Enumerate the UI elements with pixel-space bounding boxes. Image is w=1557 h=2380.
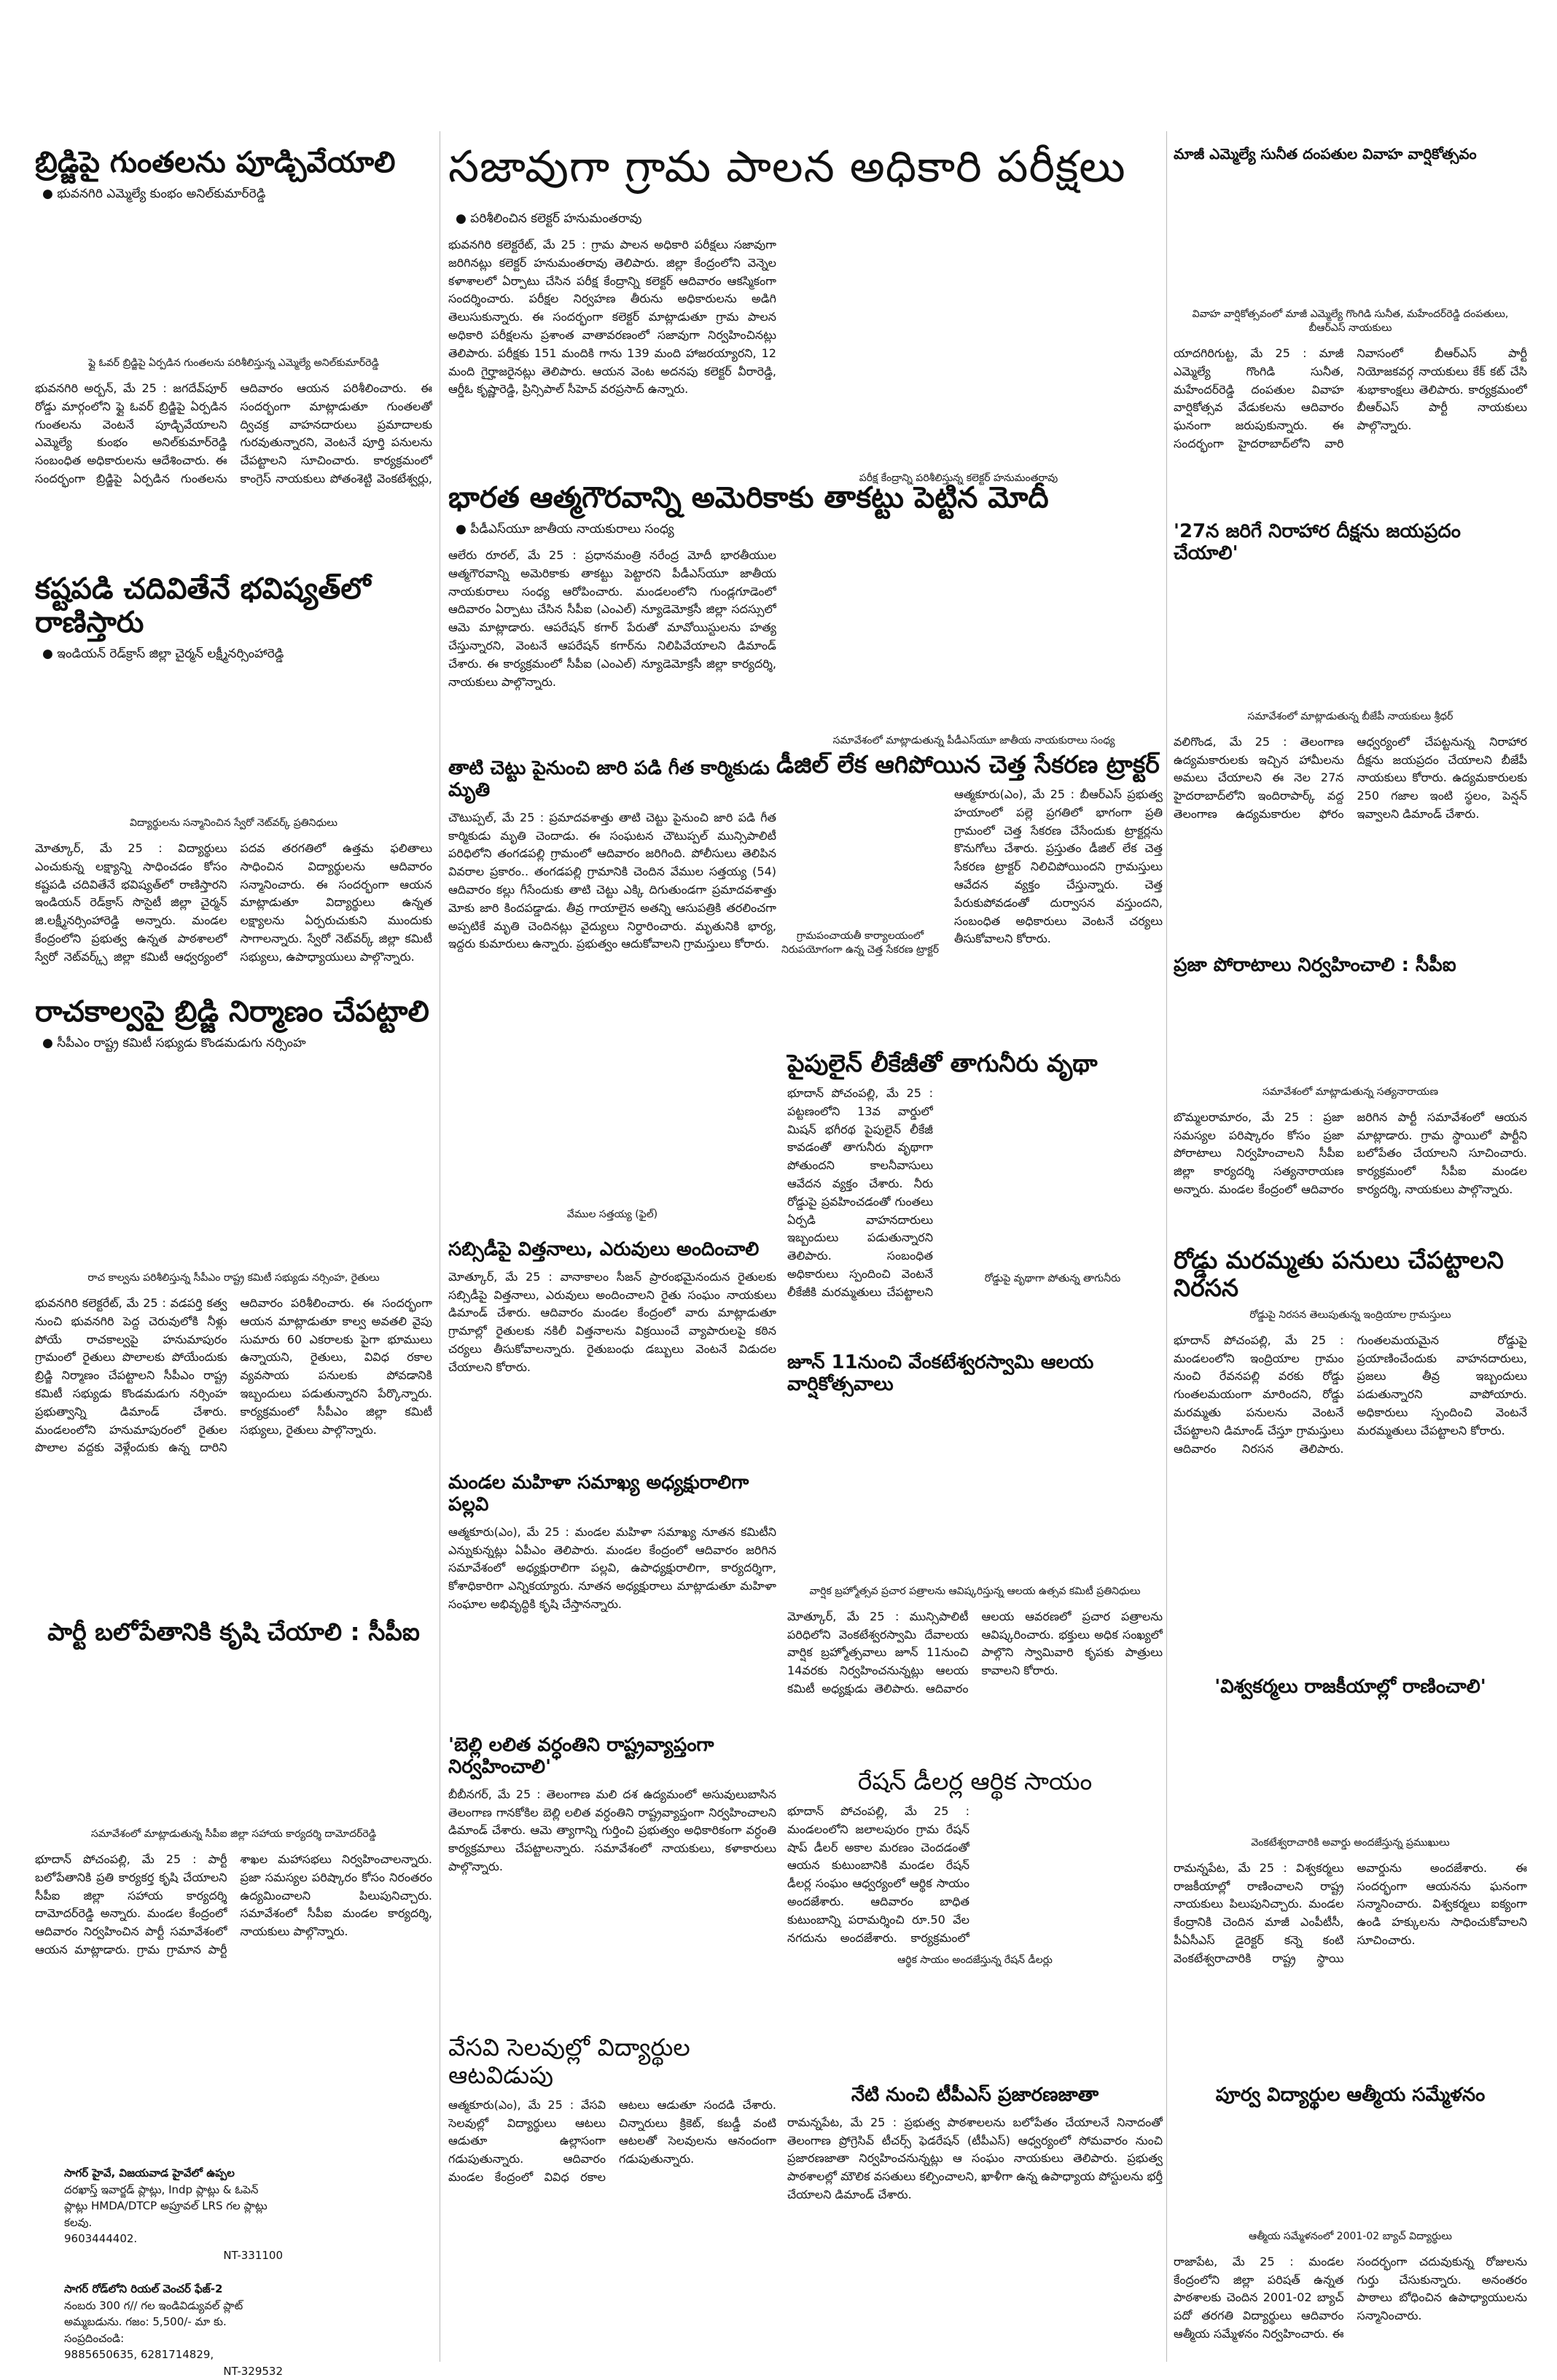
photo-caption: విద్యార్థులను సన్మానించిన స్వేరో నెట్‌వర్క్ ప్రతినిధులు [130,817,337,829]
ad-phone: 9603444402. [64,2232,138,2245]
article-body: భూదాన్ పోచంపల్లి, మే 25 : పార్టీ బలోపేతానికి ప్రతి కార్యకర్త కృషి చేయాలని సీపీఐ జిల్లా సహాయ కార్యదర్శి దామోదర్‌రెడ్డి అన్నారు. మండల కేంద్రంలో ఆదివారం నిర్వహించిన పార్టీ సమావేశంలో ఆయన మాట్లాడారు. గ్రామ గ్రామాన పార్టీ శాఖల మహాసభలు నిర్వహించాలన్నారు. ప్రజా సమస్యల పరిష్కారం కోసం నిరంతరం ఉద్యమించాలని పిలుపునిచ్చారు. సమావేశంలో సీపీఐ మండల కార్యదర్శి, నాయకులు పాల్గొన్నారు. [35,1852,432,1956]
ad-code: NT-329532 [223,2364,283,2378]
story-toddy-tapper [448,758,776,1231]
lead-body: భువనగిరి కలెక్టరేట్, మే 25 : గ్రామ పాలన అధికారి పరీక్షలు సజావుగా జరిగినట్లు కలెక్టర్ హనుమంతరావు తెలిపారు. జిల్లా కేంద్రంలోని వెన్నెల కళాశాలలో ఏర్పాటు చేసిన పరీక్ష కేంద్రాన్ని కలెక్టర్ ఆదివారం ఆకస్మికంగా సందర్శించారు. పరీక్షల నిర్వహణ తీరును అధికారులను అడిగి తెలుసుకున్నారు. ఈ సందర్భంగా కలెక్టర్ మాట్లాడుతూ గ్రామ పాలన అధికారి పరీక్షలను ప్రశాంత వాతావరణంలో సజావుగా నిర్వహించినట్లు తెలిపారు. పరీక్షకు 151 మందికి గాను 139 మంది హాజరయ్యారని, 12 మంది గైర్హాజరైనట్లు తెలిపారు. ఆయన వెంట అదనపు కలెక్టర్ వీరారెడ్డి, ఆర్డీఓ కృష్ణారెడ్డి, ప్రిన్సిపాల్ సీహెచ్ వరప్రసాద్ ఉన్నారు. [448,238,776,397]
kicker: ● భువనగిరి ఎమ్మెల్యే కుంభం అనిల్‌కుమార్‌రెడ్డి [42,187,432,204]
article-body: ఆలేరు రూరల్, మే 25 : ప్రధానమంత్రి నరేంద్ర మోదీ భారతీయుల ఆత్మగౌరవాన్ని అమెరికాకు తాకట్టు పెట్టారని పీడీఎస్‌యూ జాతీయ నాయకురాలు సంధ్య ఆరోపించారు. మండలంలోని గుండ్లగూడెంలో ఆదివారం ఏర్పాటు చేసిన సీపీఐ (ఎంఎల్) న్యూడెమోక్రసీ జిల్లా సదస్సులో ఆమె మాట్లాడారు. ఆపరేషన్ కగార్ పేరుతో మావోయిస్టులను హత్య చేస్తున్నారని, వెంటనే ఆపరేషన్ కగార్‌ను నిలిపివేయాలని డిమాండ్ చేశారు. ఈ కార్యక్రమంలో సీపీఐ (ఎంఎల్) న్యూడెమోక్రసీ జిల్లా కార్యదర్శి, నాయకులు పాల్గొన్నారు. [448,548,776,689]
headline: భారత ఆత్మగౌరవాన్ని అమెరికాకు తాకట్టు పెట్టిన మోదీ [448,481,1049,515]
story-vishwakarma [1174,1677,1527,1969]
lead-story [448,142,1163,200]
article-body: భువనగిరి కలెక్టరేట్, మే 25 : వడపర్తి కత్వ నుంచి భువనగిరి పెద్ద చెరువులోకి నీళ్లు పోయే రాచకాల్వపై హనుమాపురం గ్రామంలో రైతులు పొలాలకు పోయేందుకు బ్రిడ్జి నిర్మాణం చేపట్టాలని సీపీఎం రాష్ట్ర కమిటీ సభ్యుడు కొండమడుగు నర్సింహ ప్రభుత్వాన్ని డిమాండ్ చేశారు. మండలంలోని హనుమాపురంలో రైతుల పొలాల వద్దకు వెళ్లేందుకు ఉన్న దారిని ఆదివారం పరిశీలించారు. ఈ సందర్భంగా ఆయన మాట్లాడుతూ కాల్వ అవతలి వైపు సుమారు 60 ఎకరాలకు పైగా భూములు ఉన్నాయని, రైతులు, వివిధ రకాల వ్యవసాయ పనులకు పోవడానికి ఇబ్బందులు పడుతున్నారని పేర్కొన్నారు. కార్యక్రమంలో సీపీఎం జిల్లా కమిటీ సభ్యులు, రైతులు పాల్గొన్నారు. [35,1296,432,1455]
lead-story-text [448,211,776,469]
headline: కష్టపడి చదివితేనే భవిష్యత్‌లో రాణిస్తారు [35,572,371,639]
headline: ప్రజా పోరాటాలు నిర్వహించాలి : సీపీఐ [1174,954,1456,976]
article-body: యాదగిరిగుట్ట, మే 25 : మాజీ ఎమ్మెల్యే గొంగిడి సునీత, మహేందర్‌రెడ్డి దంపతుల వివాహ వార్షికోత్సవ వేడుకలను ఆదివారం ఘనంగా జరుపుకున్నారు. ఈ సందర్భంగా హైదరాబాద్‌లోని వారి నివాసంలో బీఆర్ఎస్ పార్టీ నియోజకవర్గ నాయకులు కేక్ కట్ చేసి శుభాకాంక్షలు తెలిపారు. కార్యక్రమంలో బీఆర్ఎస్ పార్టీ నాయకులు పాల్గొన్నారు. [1174,346,1527,450]
ad-title: సాగర్ హైవే, విజయవాడ హైవేలో ఉప్పల [64,2166,235,2180]
article-body: ఆత్మకూరు(ఎం), మే 25 : మండల మహిళా సమాఖ్య నూతన కమిటీని ఎన్నుకున్నట్లు ఏపీఎం తెలిపారు. మండల కేంద్రంలో ఆదివారం జరిగిన సమావేశంలో అధ్యక్షురాలిగా పల్లవి, ఉపాధ్యక్షురాలిగా, కార్యదర్శిగా, కోశాధికారిగా ఎన్నికయ్యారు. నూతన అధ్యక్షురాలు మాట్లాడుతూ మహిళా సంఘాల అభివృద్ధికి కృషి చేస్తానన్నారు. [448,1524,776,1611]
lead-kicker: ● పరిశీలించిన కలెక్టర్ హనుమంతరావు [456,211,776,229]
article-body: వలిగొండ, మే 25 : తెలంగాణ ఉద్యమకారులకు ఇచ్చిన హామీలను అమలు చేయాలని ఈ నెల 27న హైదరాబాద్‌లోని ఇందిరాపార్క్ వద్ద తెలంగాణ ఉద్యమకారుల ఫోరం ఆధ్వర్యంలో చేపట్టనున్న నిరాహార దీక్షను జయప్రదం చేయాలని బీజేపీ నాయకులు కోరారు. ఉద్యమకారులకు 250 గజాల ఇంటి స్థలం, పెన్షన్ ఇవ్వాలని డిమాండ్ చేశారు. [1174,734,1527,821]
story-anniversary [1174,146,1527,498]
article-body: రామన్నపేట, మే 25 : ప్రభుత్వ పాఠశాలలను బలోపేతం చేయాలనే నినాదంతో తెలంగాణ ప్రోగ్రెసివ్ టీచర్స్ ఫెడరేషన్ (టీపీఎస్) ఆధ్వర్యంలో సోమవారం నుంచి ప్రజారణజాతా నిర్వహించనున్నట్లు ఆ సంఘం నాయకులు తెలిపారు. ప్రభుత్వ పాఠశాలల్లో మౌలిక వసతులు కల్పించాలని, ఖాళీగా ఉన్న ఉపాధ్యాయ పోస్టులను భర్తీ చేయాలని డిమాండ్ చేశారు. [787,2115,1163,2202]
headline: జూన్ 11నుంచి వేంకటేశ్వరస్వామి ఆలయ వార్షికోత్సవాలు [787,1351,1094,1395]
photo-caption: ఫ్లై ఓవర్ బ్రిడ్జిపై ఏర్పడిన గుంతలను పరిశీలిస్తున్న ఎమ్మెల్యే అనిల్‌కుమార్‌రెడ్డి [88,357,379,369]
headline: రోడ్డు మరమ్మతు పనులు చేపట్టాలని నిరసన [1174,1246,1504,1302]
story-study-hard [35,572,432,1058]
article-body: భూదాన్ పోచంపల్లి, మే 25 : మండలంలోని ఇంద్రియాల గ్రామం నుంచి రేవనపల్లి వరకు రోడ్డు గుంతలమయంగా మారిందని, రోడ్డు మరమ్మతు పనులను వెంటనే చేపట్టాలని డిమాండ్ చేస్తూ గ్రామస్తులు ఆదివారం నిరసన తెలిపారు. గుంతలమయమైన రోడ్డుపై ప్రయాణించేందుకు వాహనదారులు, ప్రజలు తీవ్ర ఇబ్బందులు పడుతున్నారని వాపోయారు. అధికారులు స్పందించి వెంటనే మరమ్మతులు చేపట్టాలని కోరారు. [1174,1333,1527,1456]
photo-caption: వార్షిక బ్రహ్మోత్సవ ప్రచార పత్రాలను ఆవిష్కరిస్తున్న ఆలయ ఉత్సవ కమిటీ ప్రతినిధులు [809,1585,1141,1597]
story-mahila-samakhya [448,1472,776,1706]
photo-caption: సమావేశంలో మాట్లాడుతున్న బీజేపీ నాయకులు శ్రీధర్ [1247,710,1453,722]
kicker: ● ఇండియన్ రెడ్‌క్రాస్ జిల్లా చైర్మన్ లక్ష్మీనర్సింహారెడ్డి [42,647,432,664]
article-body: భూదాన్ పోచంపల్లి, మే 25 : మండలంలోని జలాలపురం గ్రామ రేషన్ షాప్ డీలర్ అకాల మరణం చెందడంతో ఆయన కుటుంబానికి మండల రేషన్ డీలర్ల సంఘం ఆధ్వర్యంలో ఆర్థిక సాయం అందజేశారు. ఆదివారం బాధిత కుటుంబాన్ని పరామర్శించి రూ.50 వేల నగదును అందజేశారు. కార్యక్రమంలో [787,1803,969,1945]
story-rachakalva-bridge [35,995,432,1506]
story-road-repair-protest [1174,1246,1527,1550]
article-body: బొమ్మలరామారం, మే 25 : ప్రజా సమస్యల పరిష్కారం కోసం ప్రజా పోరాటాలు నిర్వహించాలని సీపీఐ జిల్లా కార్యదర్శి సత్యనారాయణ అన్నారు. మండల కేంద్రంలో ఆదివారం జరిగిన పార్టీ సమావేశంలో ఆయన మాట్లాడారు. గ్రామ స్థాయిలో పార్టీని బలోపేతం చేయాలని సూచించారు. కార్యక్రమంలో సీపీఐ మండల కార్యదర్శి, నాయకులు పాల్గొన్నారు. [1174,1109,1527,1197]
ad-body: నంబరు 300 గ// గల ఇండివిడ్యువల్ ప్లాట్ అమ్మబడును. గజం: 5,500/- మా కు. సంప్రదించండి: [64,2298,243,2345]
headline: బ్రిడ్జిపై గుంతలను పూడ్చివేయాలి [35,146,396,179]
story-temple-festival [787,1352,1163,1717]
headline: డీజిల్ లేక ఆగిపోయిన చెత్త సేకరణ ట్రాక్టర్ [776,750,1160,779]
photo-caption: రోడ్డుపై నిరసన తెలుపుతున్న ఇంద్రియాల గ్రామస్తులు [1249,1308,1451,1321]
story-bridge-potholes [35,146,432,489]
headline: తాటి చెట్టు పైనుంచి జారి పడి గీత కార్మికుడు మృతి [448,757,770,801]
headline: '27న జరిగే నిరాహార దీక్షను జయప్రదం చేయాలి' [1174,520,1461,564]
story-alumni-meet [1174,2085,1527,2363]
article-body: రామన్నపేట, మే 25 : విశ్వకర్మలు రాజకీయాల్లో రాణించాలని రాష్ట్ర నాయకులు పిలుపునిచ్చారు. మండల కేంద్రానికి చెందిన మాజీ ఎంపీటీసీ, పీఏసీఎస్ డైరెక్టర్ కన్నె కంటి వెంకటేశ్వరాచారికి రాష్ట్ర స్థాయి అవార్డును అందజేశారు. ఈ సందర్భంగా ఆయనను ఘనంగా సన్మానించారు. విశ్వకర్మలు ఐక్యంగా ఉండి హక్కులను సాధించుకోవాలని సూచించారు. [1174,1860,1527,1965]
story-pipeline-leak [787,1050,1163,1303]
headline: పూర్వ విద్యార్థుల ఆత్మీయ సమ్మేళనం [1215,2084,1486,2106]
story-subsidy-seeds [448,1239,776,1458]
story-hunger-strike [1174,521,1527,945]
photo-caption: వివాహ వార్షికోత్సవంలో మాజీ ఎమ్మెల్యే గొంగిడి సునీత, మహేందర్‌రెడ్డి దంపతులు, బీఆర్ఎస్ నాయకులు [1192,308,1509,334]
lead-headline: సజావుగా గ్రామ పాలన అధికారి పరీక్షలు [448,141,1126,192]
story-cpi-party [35,1618,432,2055]
story-tps-jatha [787,2085,1163,2318]
article-body: మోత్కూర్, మే 25 : విద్యార్థులు ఎంచుకున్న లక్ష్యాన్ని సాధించడం కోసం కష్టపడి చదివితేనే భవిష్యత్‌లో రాణిస్తారని ఇండియన్ రెడ్‌క్రాస్ సొసైటీ జిల్లా చైర్మన్ జి.లక్ష్మీనర్సింహారెడ్డి అన్నారు. మండల కేంద్రంలోని ప్రభుత్వ ఉన్నత పాఠశాలలో స్వేరో నెట్‌వర్క్స్ జిల్లా కమిటీ ఆధ్వర్యంలో పదవ తరగతిలో ఉత్తమ ఫలితాలు సాధించిన విద్యార్థులను ఆదివారం సన్మానించారు. ఈ సందర్భంగా ఆయన మాట్లాడుతూ విద్యార్థులు ఉన్నత లక్ష్యాలను ఏర్పరుచుకుని ముందుకు సాగాలన్నారు. స్వేరో నెట్‌వర్క్ జిల్లా కమిటీ సభ్యులు, ఉపాధ్యాయులు పాల్గొన్నారు. [35,841,432,964]
headline: సబ్సిడీపై విత్తనాలు, ఎరువులు అందించాలి [448,1238,760,1260]
photo-caption: ఆర్థిక సాయం అందజేస్తున్న రేషన్ డీలర్లు [897,1954,1053,1966]
article-body: మోత్కూర్, మే 25 : వానాకాలం సీజన్ ప్రారంభమైనందున రైతులకు సబ్సిడీపై విత్తనాలు, ఎరువులు అందించాలని రైతు సంఘం నాయకులు డిమాండ్ చేశారు. ఆదివారం మండల కేంద్రంలో వారు మాట్లాడుతూ గ్రామాల్లో రైతులకు నకిలీ విత్తనాలను విక్రయించే వ్యాపారులపై కఠిన చర్యలు తీసుకోవాలన్నారు. రైతుబంధు డబ్బులు వెంటనే విడుదల చేయాలని కోరారు. [448,1269,776,1374]
story-cpi-struggles [1174,955,1527,1218]
story-summer-holidays [448,2034,776,2206]
story-ration-dealers [787,1768,1163,1977]
article-body: ఆత్మకూరు(ఎం), మే 25 : బీఆర్ఎస్ ప్రభుత్వ హయాంలో పల్లె ప్రగతిలో భాగంగా ప్రతి గ్రామంలో చెత్త సేకరణ చేసేందుకు ట్రాక్టర్లను కొనుగోలు చేశారు. ప్రస్తుతం డీజిల్ లేక చెత్త సేకరణ ట్రాక్టర్ నిలిచిపోయిందని గ్రామస్తులు ఆవేదన వ్యక్తం చేస్తున్నారు. చెత్త పేరుకుపోవడంతో దుర్వాసన వస్తుందని, సంబంధిత అధికారులు వెంటనే చర్యలు తీసుకోవాలని కోరారు. [954,787,1163,946]
story-diesel-tractor [776,751,1163,975]
story-modi-pdsu [448,481,1163,757]
photo-caption: ఆత్మీయ సమ్మేళనంలో 2001-02 బ్యాచ్ విద్యార్థులు [1249,2230,1452,2242]
photo-caption: రాచ కాల్వను పరిశీలిస్తున్న సీపీఎం రాష్ట్ర కమిటీ సభ్యుడు నర్సింహ, రైతులు [87,1272,380,1284]
ad-body: దరఖాస్త్ ఇవార్జడ్ ప్లాట్లు, Indp ప్లాట్లు & ఓపెన్ ప్లాట్లు HMDA/DTCP అప్రూవల్ LRS గల ప్లాట్లు కలవు. [64,2182,268,2229]
headline: వేసవి సెలవుల్లో విద్యార్థుల ఆటవిడుపు [448,2033,690,2089]
article-body: భువనగిరి అర్బన్, మే 25 : జగదేవ్‌పూర్ రోడ్డు మార్గంలోని ఫ్లై ఓవర్ బ్రిడ్జిపై ఏర్పడిన గుంతలను వెంటనే పూడ్చివేయాలని ఎమ్మెల్యే కుంభం అనిల్‌కుమార్‌రెడ్డి సంబంధిత అధికారులను ఆదేశించారు. ఈ సందర్భంగా బ్రిడ్జిపై ఏర్పడిన గుంతలను ఆదివారం ఆయన పరిశీలించారు. ఈ సందర్భంగా మాట్లాడుతూ గుంతలతో ద్విచక్ర వాహనదారులు ప్రమాదాలకు గురవుతున్నారని, వెంటనే పూర్తి పనులను చేపట్టాలని సూచించారు. కార్యక్రమంలో కాంగ్రెస్ నాయకులు పోతంశెట్టి వెంకటేశ్వర్లు, [35,381,432,485]
photo-caption: వేముల సత్తయ్య (ఫైల్) [566,1208,658,1220]
classified-ads [64,2165,283,2379]
headline: మండల మహిళా సమాఖ్య అధ్యక్షురాలిగా పల్లవి [448,1472,749,1515]
photo-caption: వెంకటేశ్వరాచారికి అవార్డు అందజేస్తున్న ప్రముఖులు [1251,1836,1450,1849]
photo-caption: సమావేశంలో మాట్లాడుతున్న సత్యనారాయణ [1262,1085,1439,1098]
lead-photo-caption: పరీక్ష కేంద్రాన్ని పరిశీలిస్తున్న కలెక్టర్ హనుమంతరావు [859,472,1058,484]
ad-title: సాగర్ రోడ్‌లోని రియల్ వెంచర్ ఫేజ్-2 [64,2282,223,2295]
classified-ad-2 [64,2281,283,2379]
column-divider [1166,131,1167,2362]
photo-caption: గ్రామపంచాయతీ కార్యాలయంలో నిరుపయోగంగా ఉన్న చెత్త సేకరణ ట్రాక్టర్ [781,929,940,956]
photo-caption: సమావేశంలో మాట్లాడుతున్న పీడీఎస్‌యూ జాతీయ నాయకురాలు సంధ్య [832,735,1115,746]
article-body: మోత్కూర్, మే 25 : మున్సిపాలిటీ పరిధిలోని వెంకటేశ్వరస్వామి దేవాలయ వార్షిక బ్రహ్మోత్సవాలు జూన్ 11నుంచి 14వరకు నిర్వహించనున్నట్లు ఆలయ కమిటీ అధ్యక్షుడు తెలిపారు. ఆదివారం ఆలయ ఆవరణలో ప్రచార పత్రాలను ఆవిష్కరించారు. భక్తులు అధిక సంఖ్యలో పాల్గొని స్వామివారి కృపకు పాత్రులు కావాలని కోరారు. [787,1609,1163,1696]
headline: 'విశ్వకర్మలు రాజకీయాల్లో రాణించాలి' [1214,1676,1486,1698]
article-body: భూదాన్ పోచంపల్లి, మే 25 : పట్టణంలోని 13వ వార్డులో మిషన్ భగీరథ పైపులైన్ లీకేజీ కావడంతో తాగునీరు వృథాగా పోతుందని కాలనీవాసులు ఆవేదన వ్యక్తం చేశారు. నీరు రోడ్డుపై ప్రవహించడంతో గుంతలు ఏర్పడి వాహనదారులు ఇబ్బందులు పడుతున్నారని తెలిపారు. సంబంధిత అధికారులు స్పందించి వెంటనే లీకేజీకి మరమ్మతులు చేపట్టాలని [787,1085,933,1299]
ad-phone: 9885650635, 6281714829, [64,2348,214,2361]
headline: మాజీ ఎమ్మెల్యే సునీత దంపతుల వివాహ వార్షికోత్సవం [1174,145,1477,163]
headline: రాచకాల్వపై బ్రిడ్జి నిర్మాణం చేపట్టాలి [35,995,429,1029]
photo-caption: రోడ్డుపై వృథాగా పోతున్న తాగునీరు [984,1272,1121,1284]
headline: పైపులైన్ లీకేజీతో తాగునీరు వృథా [787,1049,1098,1077]
article-body: రాజాపేట, మే 25 : మండల కేంద్రంలోని జిల్లా పరిషత్ ఉన్నత పాఠశాలకు చెందిన 2001-02 బ్యాచ్ పదో తరగతి విద్యార్థులు ఆదివారం ఆత్మీయ సమ్మేళనం నిర్వహించారు. ఈ సందర్భంగా చదువుకున్న రోజులను గుర్తు చేసుకున్నారు. అనంతరం పాఠాలు బోధించిన ఉపాధ్యాయులను సన్మానించారు. [1174,2254,1527,2341]
article-body: బీబీనగర్, మే 25 : తెలంగాణ మలి దశ ఉద్యమంలో అసువులుబాసిన తెలంగాణ గానకోకిల బెల్లి లలిత వర్ధంతిని రాష్ట్రవ్యాప్తంగా నిర్వహించాలని డిమాండ్ చేశారు. ఆమె త్యాగాన్ని గుర్తించి ప్రభుత్వం అధికారికంగా వర్ధంతి కార్యక్రమాలు చేపట్టాలన్నారు. సమావేశంలో నాయకులు, కళాకారులు పాల్గొన్నారు. [448,1787,776,1873]
headline: రేషన్ డీలర్ల ఆర్థిక సాయం [857,1767,1093,1795]
classified-ad-1 [64,2165,283,2263]
photo-caption: సమావేశంలో మాట్లాడుతున్న సీపీఐ జిల్లా సహాయ కార్యదర్శి దామోదర్‌రెడ్డి [90,1827,377,1840]
ad-code: NT-331100 [223,2248,283,2262]
headline: నేటి నుంచి టీపీఎస్ ప్రజారణజాతా [851,2084,1099,2106]
headline: పార్టీ బలోపేతానికి కృషి చేయాలి : సీపీఐ [47,1618,420,1646]
kicker: ● పీడీఎస్‌యూ జాతీయ నాయకురాలు సంధ్య [456,522,1163,539]
story-belli-lalitha [448,1735,776,1990]
kicker: ● సీపీఎం రాష్ట్ర కమిటీ సభ్యుడు కొండమడుగు నర్సింహ [42,1036,432,1053]
article-body: ఆత్మకూరు(ఎం), మే 25 : వేసవి సెలవుల్లో విద్యార్థులు ఆటలు ఆడుతూ ఉల్లాసంగా గడుపుతున్నారు. ఆదివారం మండల కేంద్రంలో వివిధ రకాల ఆటలు ఆడుతూ సందడి చేశారు. చిన్నారులు క్రికెట్, కబడ్డీ వంటి ఆటలతో సెలవులను ఆనందంగా గడుపుతున్నారు. [448,2097,776,2185]
article-body: చౌటుప్పల్, మే 25 : ప్రమాదవశాత్తు తాటి చెట్టు పైనుంచి జారి పడి గీత కార్మికుడు మృతి చెందాడు. ఈ సంఘటన చౌటుప్పల్ మున్సిపాలిటీ పరిధిలోని తంగడపల్లి గ్రామంలో ఆదివారం జరిగింది. పోలీసులు తెలిపిన వివరాల ప్రకారం.. తంగడపల్లి గ్రామానికి చెందిన వేముల సత్తయ్య (54) ఆదివారం కల్లు గీసేందుకు తాటి చెట్టు ఎక్కి దిగుతుండగా ప్రమాదవశాత్తు మోకు జారి కిందపడ్డాడు. తీవ్ర గాయాలైన అతన్ని ఆసుపత్రికి తరలించగా అప్పటికే మృతి చెందినట్లు వైద్యులు నిర్ధారించారు. మృతునికి భార్య, ఇద్దరు కుమారులు ఉన్నారు. ప్రభుత్వం ఆదుకోవాలని గ్రామస్తులు కోరారు. [448,810,776,951]
headline: 'బెల్లి లలిత వర్ధంతిని రాష్ట్రవ్యాప్తంగా నిర్వహించాలి' [448,1734,714,1778]
